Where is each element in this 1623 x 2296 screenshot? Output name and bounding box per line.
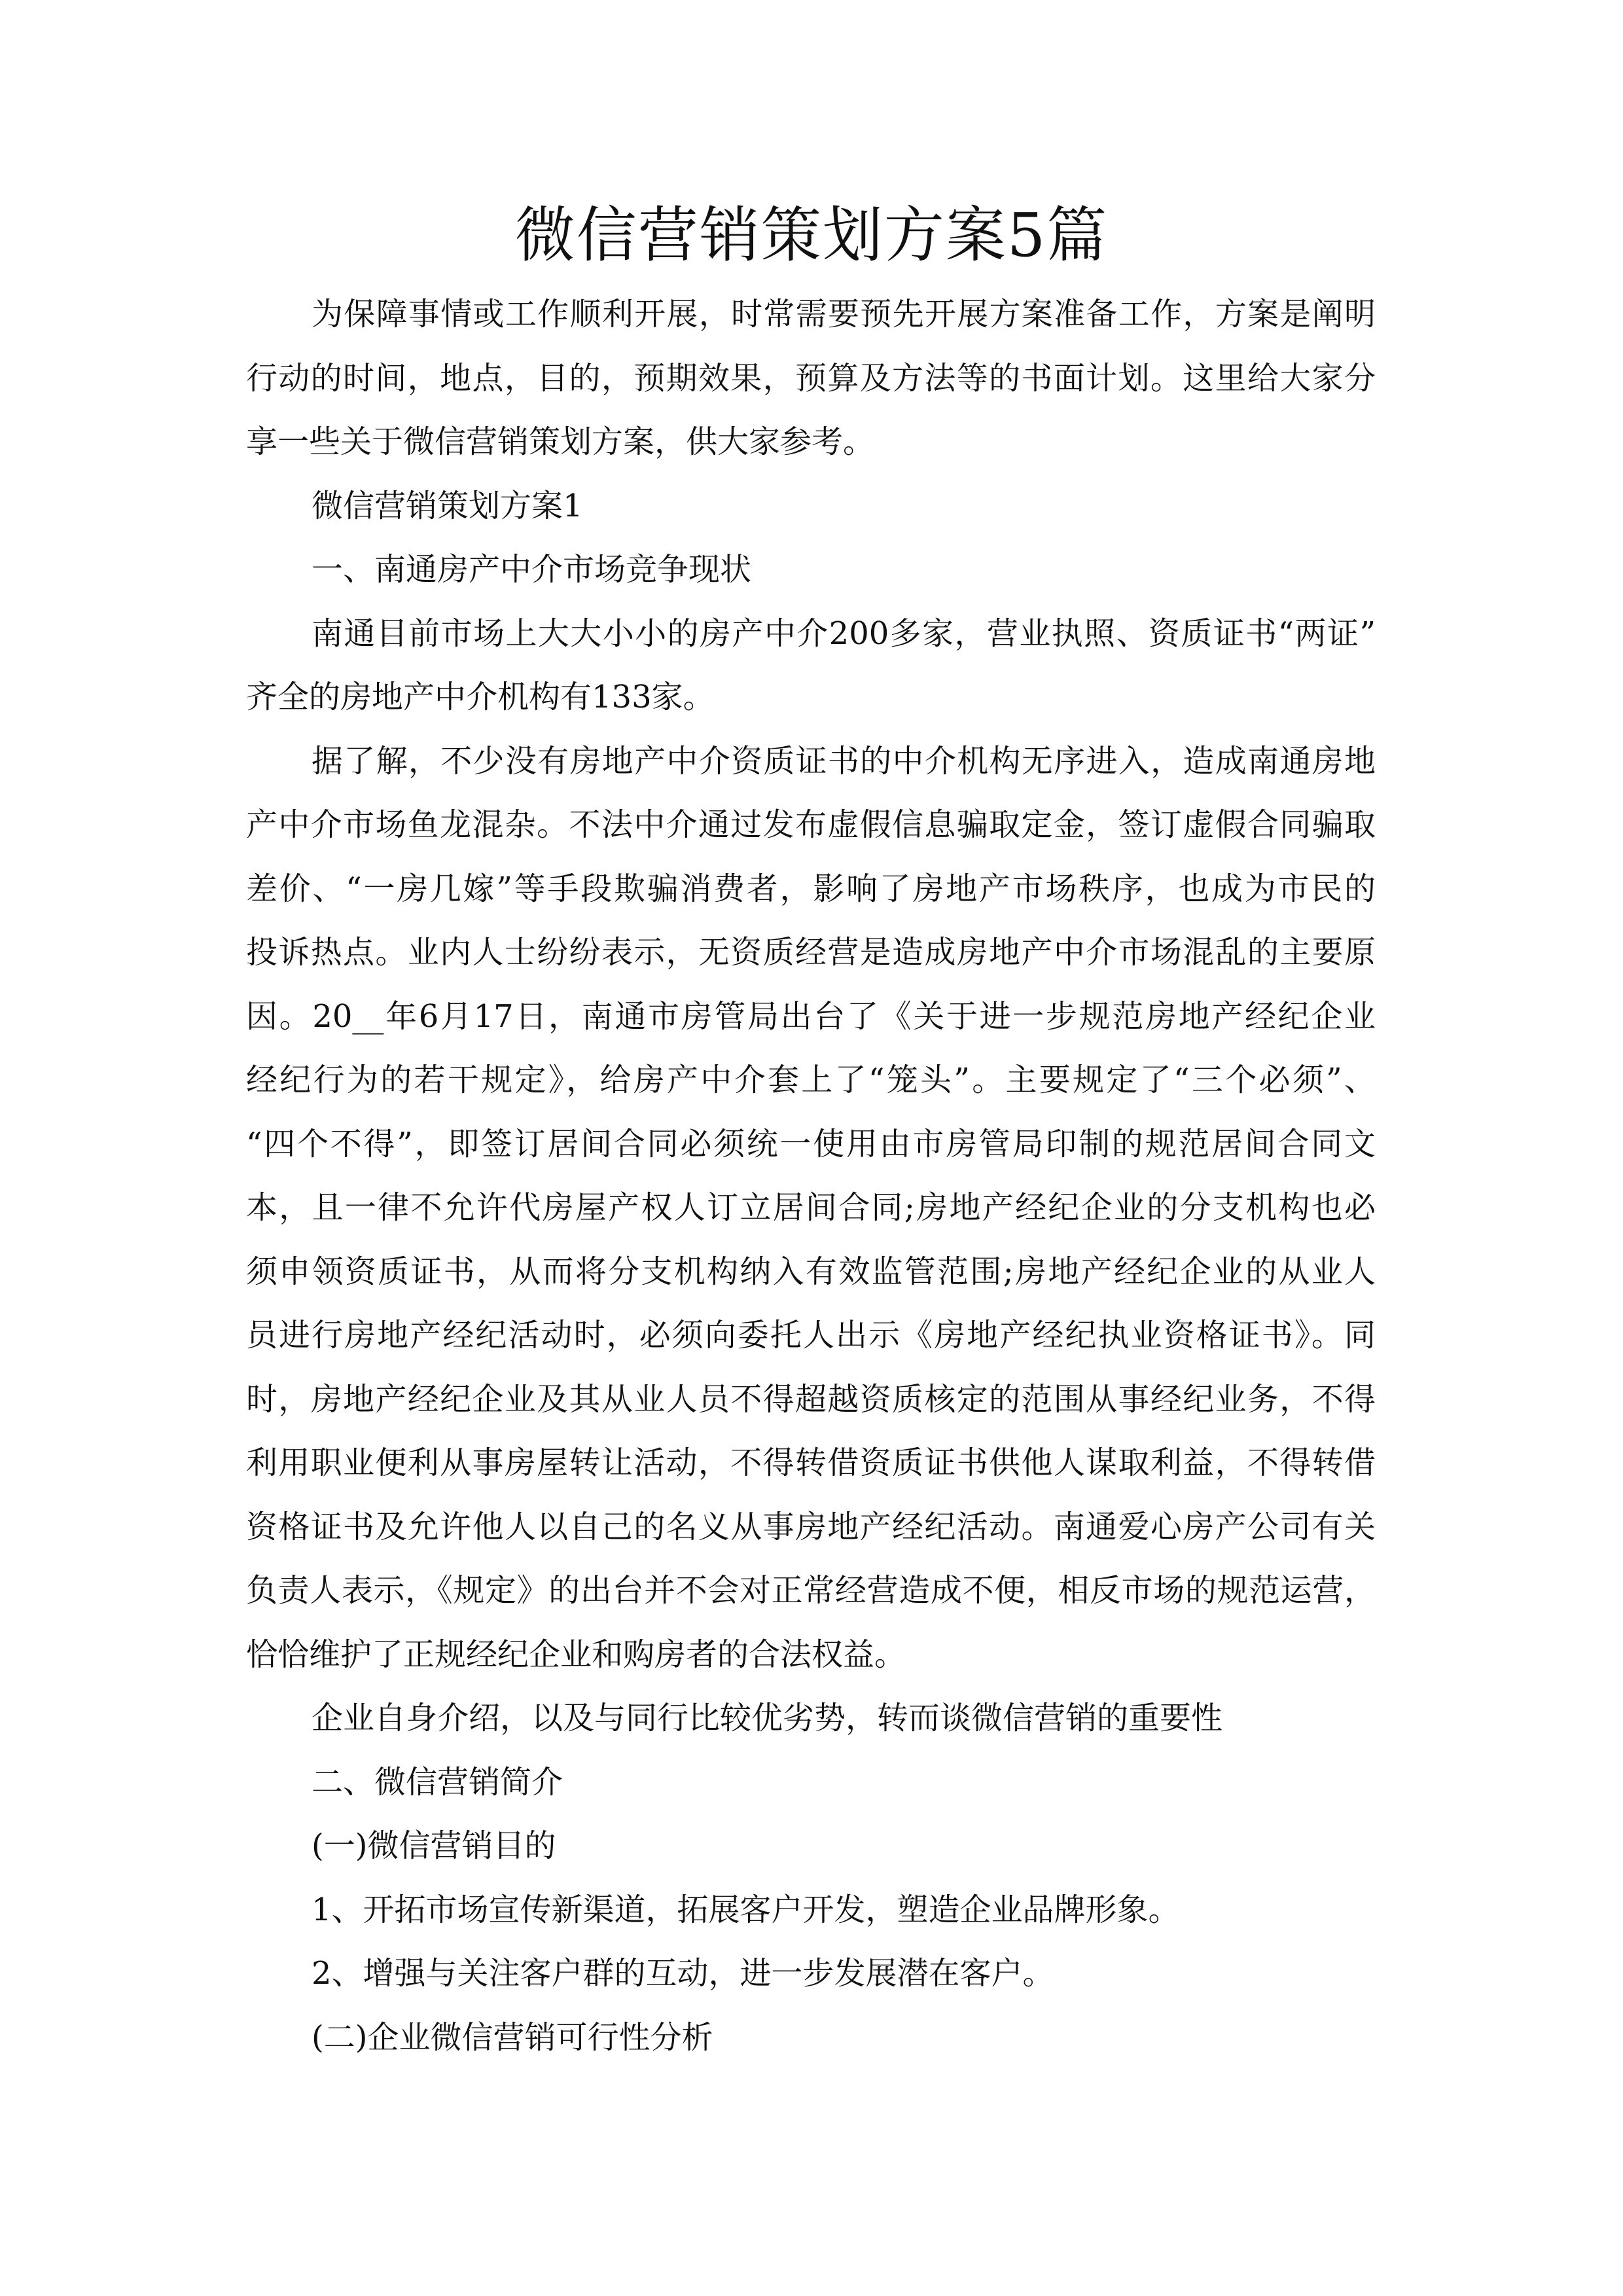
text-line: 因。20__年6月17日，南通市房管局出台了《关于进一步规范房地产经纪企业 bbox=[246, 997, 1376, 1035]
document-body bbox=[246, 283, 1376, 2070]
text-line: 据了解，不少没有房地产中介资质证书的中介机构无序进入，造成南通房地 bbox=[312, 742, 1376, 780]
text-line: 齐全的房地产中介机构有133家。 bbox=[246, 679, 715, 715]
text-line: 产中介市场鱼龙混杂。不法中介通过发布虚假信息骗取定金，签订虚假合同骗取 bbox=[246, 806, 1376, 843]
text-line: 行动的时间，地点，目的，预期效果，预算及方法等的书面计划。这里给大家分 bbox=[246, 359, 1376, 397]
paragraph bbox=[246, 1942, 1376, 2006]
paragraph bbox=[246, 1878, 1376, 1943]
text-line: 享一些关于微信营销策划方案，供大家参考。 bbox=[246, 423, 875, 460]
text-line: 资格证书及允许他人以自己的名义从事房地产经纪活动。南通爱心房产公司有关 bbox=[246, 1508, 1376, 1545]
text-line: 南通目前市场上大大小小的房产中介200多家，营业执照、资质证书“两证” bbox=[312, 615, 1376, 652]
paragraph bbox=[246, 1687, 1376, 1751]
text-line: 二、微信营销简介 bbox=[312, 1763, 563, 1801]
text-line: 时，房地产经纪企业及其从业人员不得超越资质核定的范围从事经纪业务，不得 bbox=[246, 1380, 1376, 1418]
paragraph bbox=[246, 283, 1376, 475]
paragraph bbox=[246, 1814, 1376, 1878]
text-line: (一)微信营销目的 bbox=[312, 1827, 556, 1864]
paragraph bbox=[246, 475, 1376, 539]
paragraph bbox=[246, 538, 1376, 602]
text-line: “四个不得”，即签订居间合同必须统一使用由市房管局印制的规范居间合同文 bbox=[246, 1125, 1376, 1162]
text-line: 投诉热点。业内人士纷纷表示，无资质经营是造成房地产中介市场混乱的主要原 bbox=[246, 934, 1376, 971]
text-line: 一、南通房产中介市场竞争现状 bbox=[312, 551, 752, 588]
paragraph bbox=[246, 2006, 1376, 2070]
text-line: 利用职业便利从事房屋转让活动，不得转借资质证书供他人谋取利益，不得转借 bbox=[246, 1444, 1376, 1481]
text-line: 恰恰维护了正规经纪企业和购房者的合法权益。 bbox=[246, 1636, 906, 1673]
text-line: 须申领资质证书，从而将分支机构纳入有效监管范围;房地产经纪企业的从业人 bbox=[246, 1253, 1376, 1290]
text-line: 负责人表示，《规定》的出台并不会对正常经营造成不便，相反市场的规范运营， bbox=[246, 1572, 1376, 1609]
text-line: 1、开拓市场宣传新渠道，拓展客户开发，塑造企业品牌形象。 bbox=[312, 1891, 1180, 1928]
text-line: 企业自身介绍，以及与同行比较优劣势，转而谈微信营销的重要性 bbox=[312, 1700, 1223, 1736]
text-line: 为保障事情或工作顺利开展，时常需要预先开展方案准备工作，方案是阐明 bbox=[312, 296, 1376, 332]
paragraph bbox=[246, 1751, 1376, 1815]
text-line: 经纪行为的若干规定》，给房产中介套上了“笼头”。主要规定了“三个必须”、 bbox=[246, 1062, 1376, 1098]
text-line: 微信营销策划方案1 bbox=[312, 487, 583, 524]
paragraph bbox=[246, 602, 1376, 730]
document-title: 微信营销策划方案5篇 bbox=[514, 200, 1109, 270]
text-line: (二)企业微信营销可行性分析 bbox=[312, 2018, 713, 2056]
text-line: 2、增强与关注客户群的互动，进一步发展潜在客户。 bbox=[312, 1955, 1054, 1992]
text-line: 差价、“一房几嫁”等手段欺骗消费者，影响了房地产市场秩序，也成为市民的 bbox=[246, 870, 1376, 907]
text-line: 本，且一律不允许代房屋产权人订立居间合同;房地产经纪企业的分支机构也必 bbox=[246, 1189, 1376, 1226]
paragraph bbox=[246, 730, 1376, 1687]
text-line: 员进行房地产经纪活动时，必须向委托人出示《房地产经纪执业资格证书》。同 bbox=[246, 1317, 1376, 1354]
